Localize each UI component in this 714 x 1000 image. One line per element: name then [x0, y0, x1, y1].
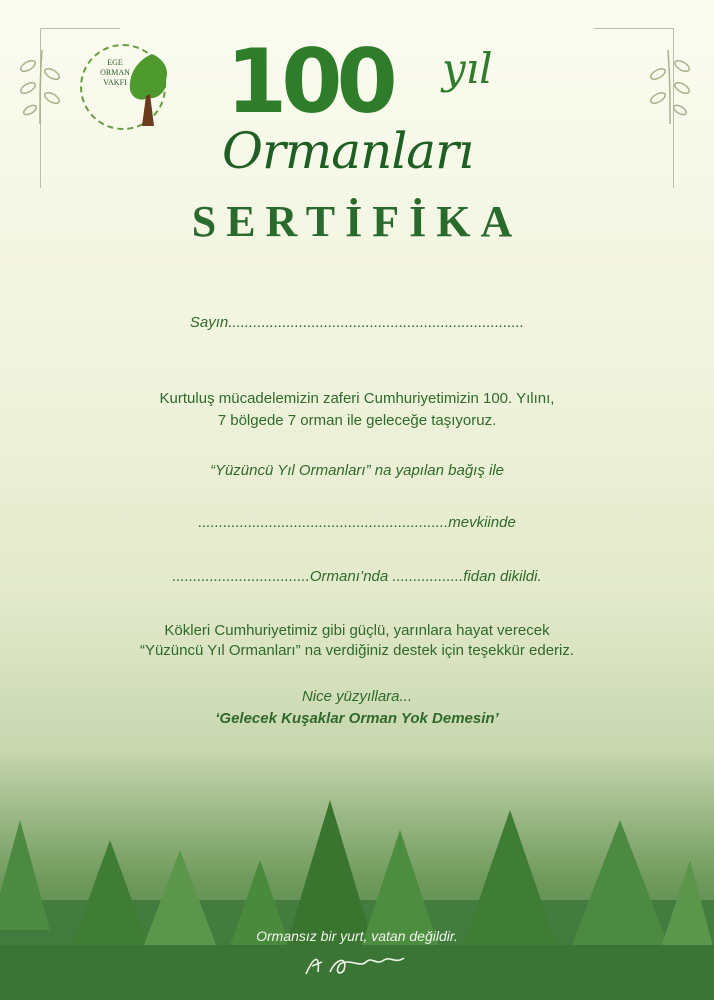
foundation-logo [80, 44, 180, 136]
logo-text-line3: VAKFI [103, 78, 127, 87]
tree-icon [122, 50, 172, 130]
intro-line-1: Kurtuluş mücadelemizin zaferi Cumhuriyetimizin 100. Yılını, [159, 390, 555, 407]
signature-icon [300, 948, 410, 982]
hero-title [214, 30, 524, 188]
intro-line-2: 7 bölgede 7 orman ile geleceğe taşıyoruz. [217, 412, 497, 429]
hero-suffix: yıl [442, 44, 493, 93]
logo-text-line1: EGE [107, 58, 123, 67]
thanks-line-1: Kökleri Cumhuriyetimiz gibi güçlü, yarınlara hayat verecek [164, 622, 550, 639]
forest-line: .................................Ormanı’nda .................fidan dikildi. [172, 568, 542, 585]
leaf-sprig-left-icon [14, 46, 66, 126]
frame-line-left-horizontal [40, 28, 120, 29]
leaf-sprig-right-icon [644, 46, 696, 126]
motto-line: ‘Gelecek Kuşaklar Orman Yok Demesin’ [215, 710, 499, 727]
recipient-line: Sayın....................................................................... [189, 314, 525, 331]
donation-line: “Yüzüncü Yıl Ormanları” na yapılan bağış ile [209, 462, 505, 479]
footer-quote: Ormansız bir yurt, vatan değildir. [256, 928, 458, 944]
certificate-title: SERTİFİKA [191, 197, 523, 246]
thanks-line-2: “Yüzüncü Yıl Ormanları” na verdiğiniz destek için teşekkür ederiz. [139, 642, 575, 659]
location-line: ............................................................mevkiinde [198, 514, 516, 531]
frame-line-right-horizontal [594, 28, 674, 29]
hero-number: 100 [226, 30, 392, 133]
logo-text-line2: ORMAN [100, 68, 130, 77]
closing-line: Nice yüzyıllara... [301, 688, 413, 705]
hero-word: Ormanları [222, 122, 474, 180]
